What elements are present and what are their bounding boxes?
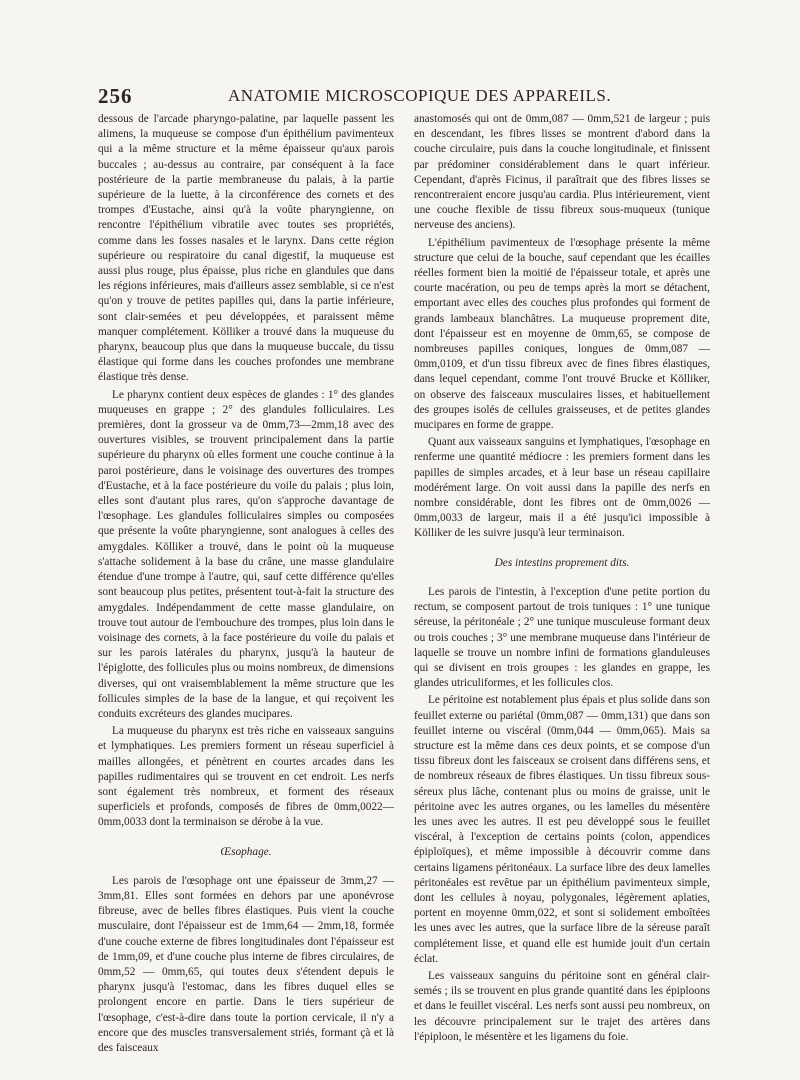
paragraph: dessous de l'arcade pharyngo-palatine, par laquelle passent les alimens, la muqueuse se compose d'un épithélium pavimenteux qui a la même structure et la même épaisseur qu'aux parois buccales ; au-dessus au contraire, par conséquent à la face postérieure de la partie membraneuse du palais, à la partie supérieure de la luette, à la circonférence des cornets et des trompes d'Eustache, ainsi qu'à la voûte pharyngienne, on rencontre l'épithélium vibratile avec toutes ses propriétés, comme dans les fosses nasales et le larynx. Dans cette région supérieure ou respiratoire du canal digestif, la muqueuse est aussi plus rouge, plus épaisse, plus riche en glandules que dans les régions inférieures, mais d'ailleurs assez semblable, si ce n'est qu'on y trouve de petites papilles qui, dans la partie inférieure, sont clair-semées et peu développées, et paraissent même manquer complétement. Kölliker a trouvé dans la muqueuse du pharynx, beaucoup plus que dans la muqueuse buccale, du tissu élastique qui forme dans les couches profondes une membrane élastique très dense. bbox=[98, 113, 394, 384]
page-header bbox=[98, 84, 710, 110]
section-heading: Des intestins proprement dits. bbox=[494, 556, 630, 569]
right-column bbox=[414, 112, 710, 1045]
page-number: 256 bbox=[98, 84, 133, 108]
left-column bbox=[98, 112, 394, 1056]
paragraph: Quant aux vaisseaux sanguins et lymphatiques, l'œsophage en renferme une quantité médiocre : les premiers forment dans les papilles de simples arcades, et à leur base un réseau capillaire modérément large. On voit aussi dans la papille des nerfs en nombre considérable, dont les fibres ont de 0mm,0026 — 0mm,0033 de largeur, mais il a été jusqu'ici impossible à Kölliker de les suivre jusqu'à leur terminaison. bbox=[414, 436, 710, 540]
paragraph: anastomosés qui ont de 0mm,087 — 0mm,521 de largeur ; puis en descendant, les fibres lisses se montrent d'abord dans la couche circulaire, puis dans la couche longitudinale, et finissent par prédominer considérablement dans le quart inférieur. Cependant, d'après Ficinus, il paraîtrait que des fibres lisses se rencontreraient encore jusqu'au cardia. Plus intérieurement, vient une couche flexible de tissu fibreux sous-muqueux (tunique nerveuse des anciens). bbox=[414, 113, 710, 232]
paragraph: La muqueuse du pharynx est très riche en vaisseaux sanguins et lymphatiques. Les premiers forment un réseau superficiel à mailles allongées, et pénètrent en courtes arcades dans les papilles rudimentaires qui se trouvent en cet endroit. Les nerfs sont également très nombreux, et forment des réseaux superficiels et profonds, composés de fibres de 0mm,0022—0mm,0033 dont la terminaison se dérobe à la vue. bbox=[98, 725, 394, 829]
paragraph: Les vaisseaux sanguins du péritoine sont en général clair-semés ; ils se trouvent en plus grande quantité dans les épiploons et dans le feuillet viscéral. Les nerfs sont aussi peu nombreux, on les découvre principalement sur le trajet des artères dans l'épiploon, le mésentère et les ligamens du foie. bbox=[414, 969, 710, 1043]
paragraph: Le péritoine est notablement plus épais et plus solide dans son feuillet externe ou pariétal (0mm,087 — 0mm,131) que dans son feuillet interne ou viscéral (0mm,044 — 0mm,065). Mais sa structure est la même dans ces deux points, et se compose d'un tissu fibreux dont les faisceaux se croisent dans différens sens, et de nombreux réseaux de fibres élastiques. Un tissu fibreux sous-séreux plus lâche, contenant plus ou moins de graisse, unit le péritoine avec les autres organes, ou les lamelles du mésentère les unes avec les autres. Il est peu développé sous le feuillet viscéral, à l'exception de certains points (colon, appendices épiploïques), et même impossible à découvrir comme dans certains ligamens péritonéaux. La surface libre des deux lamelles péritonéales est revêtue par un épithélium pavimenteux simple, dont les cellules à noyau, polygonales, légèrement aplaties, portent en moyenne 0mm,022, et sont si solidement emboîtées les unes avec les autres, que la surface libre de la séreuse paraît complétement lisse, et quand elle est humide jouit d'un certain éclat. bbox=[414, 694, 710, 965]
paragraph: Le pharynx contient deux espèces de glandes : 1° des glandes muqueuses en grappe ; 2° des glandules folliculaires. Les premières, dont la grosseur va de 0mm,73—2mm,18 avec des ouvertures visibles, se trouvent principalement dans la partie supérieure du pharynx où elles forment une couche continue à la paroi postérieure, dans le voisinage des ouvertures des trompes d'Eustache, et à la face postérieure du voile du palais ; plus loin, elles sont d'autant plus rares, qu'on s'approche davantage de l'œsophage. Les glandules folliculaires simples ou composées que présente la voûte pharyngienne, sont analogues à celles des amygdales. Kölliker a trouvé, dans le point où la muqueuse s'attache solidement à la base du crâne, une masse glandulaire étendue d'une trompe à l'autre, qui, sauf cette différence qu'elles sont beaucoup plus petites, présentent tout-à-fait la structure des amygdales. Indépendamment de cette masse glandulaire, on trouve tout autour de l'embouchure des trompes, plus loin dans le voisinage des cornets, à la face postérieure du voile du palais et sur les parois latérales du pharynx, jusqu'à la hauteur de l'épiglotte, des follicules plus ou moins nombreux, de dimensions diverses, qui ont vraisemblablement la même structure que les follicules simples de la base de la langue, et qui reçoivent les conduits excréteurs des glandes mucipares. bbox=[98, 388, 394, 720]
section-heading: Œsophage. bbox=[220, 845, 272, 858]
paragraph: L'épithélium pavimenteux de l'œsophage présente la même structure que celui de la bouche, sauf cependant que les écailles réelles forment bien la moitié de l'épaisseur totale, et après une courte macération, ou peu de temps après la mort se détachent, emportant avec elles des couches plus profondes qui forment de grands lambeaux blanchâtres. La muqueuse proprement dite, dont l'épaisseur est en moyenne de 0mm,65, se compose de nombreuses papilles coniques, longues de 0mm,087 — 0mm,0109, et d'un tissu fibreux avec de fines fibres élastiques, dans lequel cependant, comme l'ont trouvé Brucke et Kölliker, on observe des faisceaux musculaires lisses, et habituellement des groupes isolés de cellules graisseuses, et de petites glandes mucipares en forme de grappe. bbox=[414, 236, 710, 432]
paragraph: Les parois de l'œsophage ont une épaisseur de 3mm,27 — 3mm,81. Elles sont formées en dehors par une aponévrose fibreuse, avec de belles fibres élastiques. Puis vient la couche musculaire, dont l'épaisseur est de 1mm,64 — 2mm,18, formée d'une couche externe de fibres longitudinales dont l'épaisseur est de 1mm,09, et d'une couche plus interne de fibres circulaires, de 0mm,52 — 0mm,65, qui toutes deux s'étendent depuis le pharynx jusqu'à l'estomac, dans les fibres duquel elles se prolongent encore en partie. Dans le tiers supérieur de l'œsophage, c'est-à-dire dans toute la portion cervicale, il n'y a encore que des muscles transversalement striés, formant çà et là des faisceaux bbox=[98, 874, 394, 1054]
paragraph: Les parois de l'intestin, à l'exception d'une petite portion du rectum, se composent partout de trois tuniques : 1° une tunique séreuse, la péritonéale ; 2° une tunique musculeuse formant deux ou trois couches ; 3° une membrane muqueuse dans l'intérieur de laquelle se trouve un nombre infini de formations glanduleuses qui se divisent en trois groupes : les glandes en grappe, les glandes utriculiformes, et les follicules clos. bbox=[414, 585, 710, 690]
running-title: ANATOMIE MICROSCOPIQUE DES APPAREILS. bbox=[228, 86, 612, 105]
